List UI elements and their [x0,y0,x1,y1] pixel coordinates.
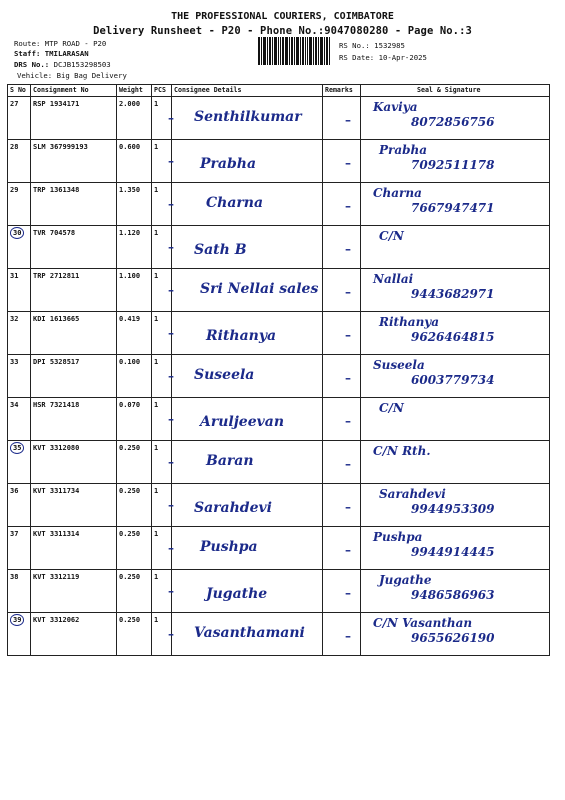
table-row [8,183,550,226]
phone-handwriting: 9443682971 [411,287,495,301]
drs-line [14,60,111,69]
consignee-handwriting: Jugathe [206,586,268,602]
tick-mark: – [168,412,174,426]
row-sno-circled: 30 [10,227,24,239]
consignee-handwriting: Senthilkumar [194,109,302,125]
rs-date-line [339,53,427,62]
phone-handwriting: 6003779734 [411,373,495,387]
remarks-dash: – [345,328,351,342]
col-consignee-header: Consignee Details [172,85,323,97]
remarks-dash: – [345,242,351,256]
row-pcs: 1 [154,487,159,495]
consignee-handwriting: Baran [206,453,254,469]
row-weight: 0.100 [119,358,141,366]
table-row [8,312,550,355]
consignee-handwriting: Sath B [194,242,247,258]
signature-handwriting: Jugathe [379,573,432,587]
tick-mark: – [168,369,174,383]
row-weight: 0.250 [119,444,141,452]
row-pcs: 1 [154,272,159,280]
row-sno: 33 [10,358,19,366]
row-weight: 2.000 [119,100,141,108]
row-consignment: KVT 3311734 [33,487,80,495]
tick-mark: – [168,455,174,469]
row-sno-circled: 35 [10,442,24,454]
phone-handwriting: 9626464815 [411,330,495,344]
consignee-handwriting: Aruljeevan [200,414,284,430]
remarks-dash: – [345,199,351,213]
row-pcs: 1 [154,444,159,452]
tick-mark: – [168,584,174,598]
consignee-handwriting: Prabha [200,156,257,172]
row-sno: 34 [10,401,19,409]
table-row [8,398,550,441]
signature-handwriting: Prabha [379,143,428,157]
row-consignment: RSP 1934171 [33,100,80,108]
col-remarks-header: Remarks [323,85,361,97]
phone-handwriting: 7092511178 [411,158,495,172]
remarks-dash: – [345,500,351,514]
tick-mark: – [168,111,174,125]
drs-label: DRS No.: [14,60,50,69]
rs-date-label: RS Date: [339,53,375,62]
remarks-dash: – [345,629,351,643]
tick-mark: – [168,154,174,168]
consignee-handwriting: Charna [206,195,264,211]
signature-handwriting: Nallai [373,272,414,286]
tick-mark: – [168,240,174,254]
remarks-dash: – [345,113,351,127]
row-sno: 37 [10,530,19,538]
phone-handwriting: 9655626190 [411,631,495,645]
table-row [8,140,550,183]
row-sno: 31 [10,272,19,280]
row-consignment: TRP 1361348 [33,186,80,194]
remarks-dash: – [345,543,351,557]
row-sno: 32 [10,315,19,323]
row-consignment: DPI 5328517 [33,358,80,366]
table-row [8,570,550,613]
remarks-dash: – [345,371,351,385]
staff-value: TMILARASAN [44,49,89,58]
table-row [8,484,550,527]
signature-handwriting: Sarahdevi [379,487,446,501]
row-weight: 0.419 [119,315,141,323]
signature-handwriting: Rithanya [379,315,440,329]
tick-mark: – [168,627,174,641]
row-consignment: KVT 3311314 [33,530,80,538]
remarks-dash: – [345,414,351,428]
table-row [8,269,550,312]
row-sno: 29 [10,186,19,194]
rs-no-label: RS No.: [339,41,370,50]
phone-handwriting: 9486586963 [411,588,495,602]
row-pcs: 1 [154,143,159,151]
signature-handwriting: Suseela [373,358,425,372]
table-header-row [8,85,550,97]
vehicle-line [17,71,127,80]
row-pcs: 1 [154,530,159,538]
row-weight: 1.120 [119,229,141,237]
row-weight: 0.250 [119,487,141,495]
remarks-dash: – [345,457,351,471]
remarks-dash: – [345,285,351,299]
row-weight: 1.350 [119,186,141,194]
signature-handwriting: Pushpa [373,530,423,544]
row-sno: 28 [10,143,19,151]
row-weight: 0.600 [119,143,141,151]
route-line [14,39,106,48]
signature-handwriting: Kaviya [373,100,418,114]
col-weight-header: Weight [117,85,152,97]
table-row [8,226,550,269]
tick-mark: – [168,283,174,297]
signature-handwriting: C/N [379,401,404,415]
table-row [8,355,550,398]
tick-mark: – [168,498,174,512]
row-consignment: KVT 3312080 [33,444,80,452]
table-row [8,527,550,570]
row-pcs: 1 [154,616,159,624]
table-row [8,613,550,656]
consignee-handwriting: Vasanthamani [194,625,305,641]
row-pcs: 1 [154,186,159,194]
row-consignment: KVT 3312119 [33,573,80,581]
phone-handwriting: 9944953309 [411,502,495,516]
row-sno-circled: 39 [10,614,24,626]
route-label: Route: [14,39,41,48]
row-consignment: TRP 2712811 [33,272,80,280]
row-pcs: 1 [154,315,159,323]
staff-label: Staff: [14,49,41,58]
row-weight: 0.250 [119,530,141,538]
phone-handwriting: 9944914445 [411,545,495,559]
col-consignment-header: Consignment No [31,85,117,97]
runsheet-subtitle: Delivery Runsheet - P20 - Phone No.:9047080280 - Page No.:3 [93,25,472,37]
signature-handwriting: C/N Vasanthan [373,616,473,630]
signature-handwriting: Charna [373,186,422,200]
row-consignment: KVT 3312062 [33,616,80,624]
row-consignment: SLM 367999193 [33,143,88,151]
rs-no-value: 1532985 [374,41,405,50]
tick-mark: – [168,541,174,555]
row-weight: 0.070 [119,401,141,409]
barcode-graphic [258,37,330,65]
row-consignment: TVR 704578 [33,229,76,237]
row-consignment: KDI 1613665 [33,315,80,323]
consignee-handwriting: Pushpa [200,539,258,555]
row-sno: 38 [10,573,19,581]
vehicle-value: Big Bag Delivery [56,71,127,80]
col-sno-header: S No [8,85,31,97]
row-sno: 36 [10,487,19,495]
row-pcs: 1 [154,573,159,581]
drs-value: DCJB153298503 [53,60,111,69]
tick-mark: – [168,326,174,340]
staff-line [14,49,89,58]
remarks-dash: – [345,586,351,600]
company-title: THE PROFESSIONAL COURIERS, COIMBATORE [171,11,394,22]
row-pcs: 1 [154,100,159,108]
route-value: MTP ROAD - P20 [44,39,107,48]
runsheet-table [7,84,550,656]
consignee-handwriting: Rithanya [206,328,277,344]
row-weight: 1.100 [119,272,141,280]
row-weight: 0.250 [119,573,141,581]
table-row [8,97,550,140]
vehicle-label: Vehicle: [17,71,53,80]
row-pcs: 1 [154,401,159,409]
row-weight: 0.250 [119,616,141,624]
col-seal-header: Seal & Signature [361,85,550,97]
tick-mark: – [168,197,174,211]
rs-no-line [339,41,405,50]
consignee-handwriting: Suseela [194,367,255,383]
phone-handwriting: 7667947471 [411,201,495,215]
consignee-handwriting: Sri Nellai sales [200,281,319,297]
signature-handwriting: C/N Rth. [373,444,431,458]
col-pcs-header: PCS [152,85,172,97]
signature-handwriting: C/N [379,229,404,243]
remarks-dash: – [345,156,351,170]
table-row [8,441,550,484]
row-sno: 27 [10,100,19,108]
rs-date-value: 10-Apr-2025 [378,53,427,62]
row-pcs: 1 [154,229,159,237]
phone-handwriting: 8072856756 [411,115,495,129]
consignee-handwriting: Sarahdevi [194,500,272,516]
row-consignment: HSR 7321418 [33,401,80,409]
barcode-bars [258,37,330,65]
row-pcs: 1 [154,358,159,366]
